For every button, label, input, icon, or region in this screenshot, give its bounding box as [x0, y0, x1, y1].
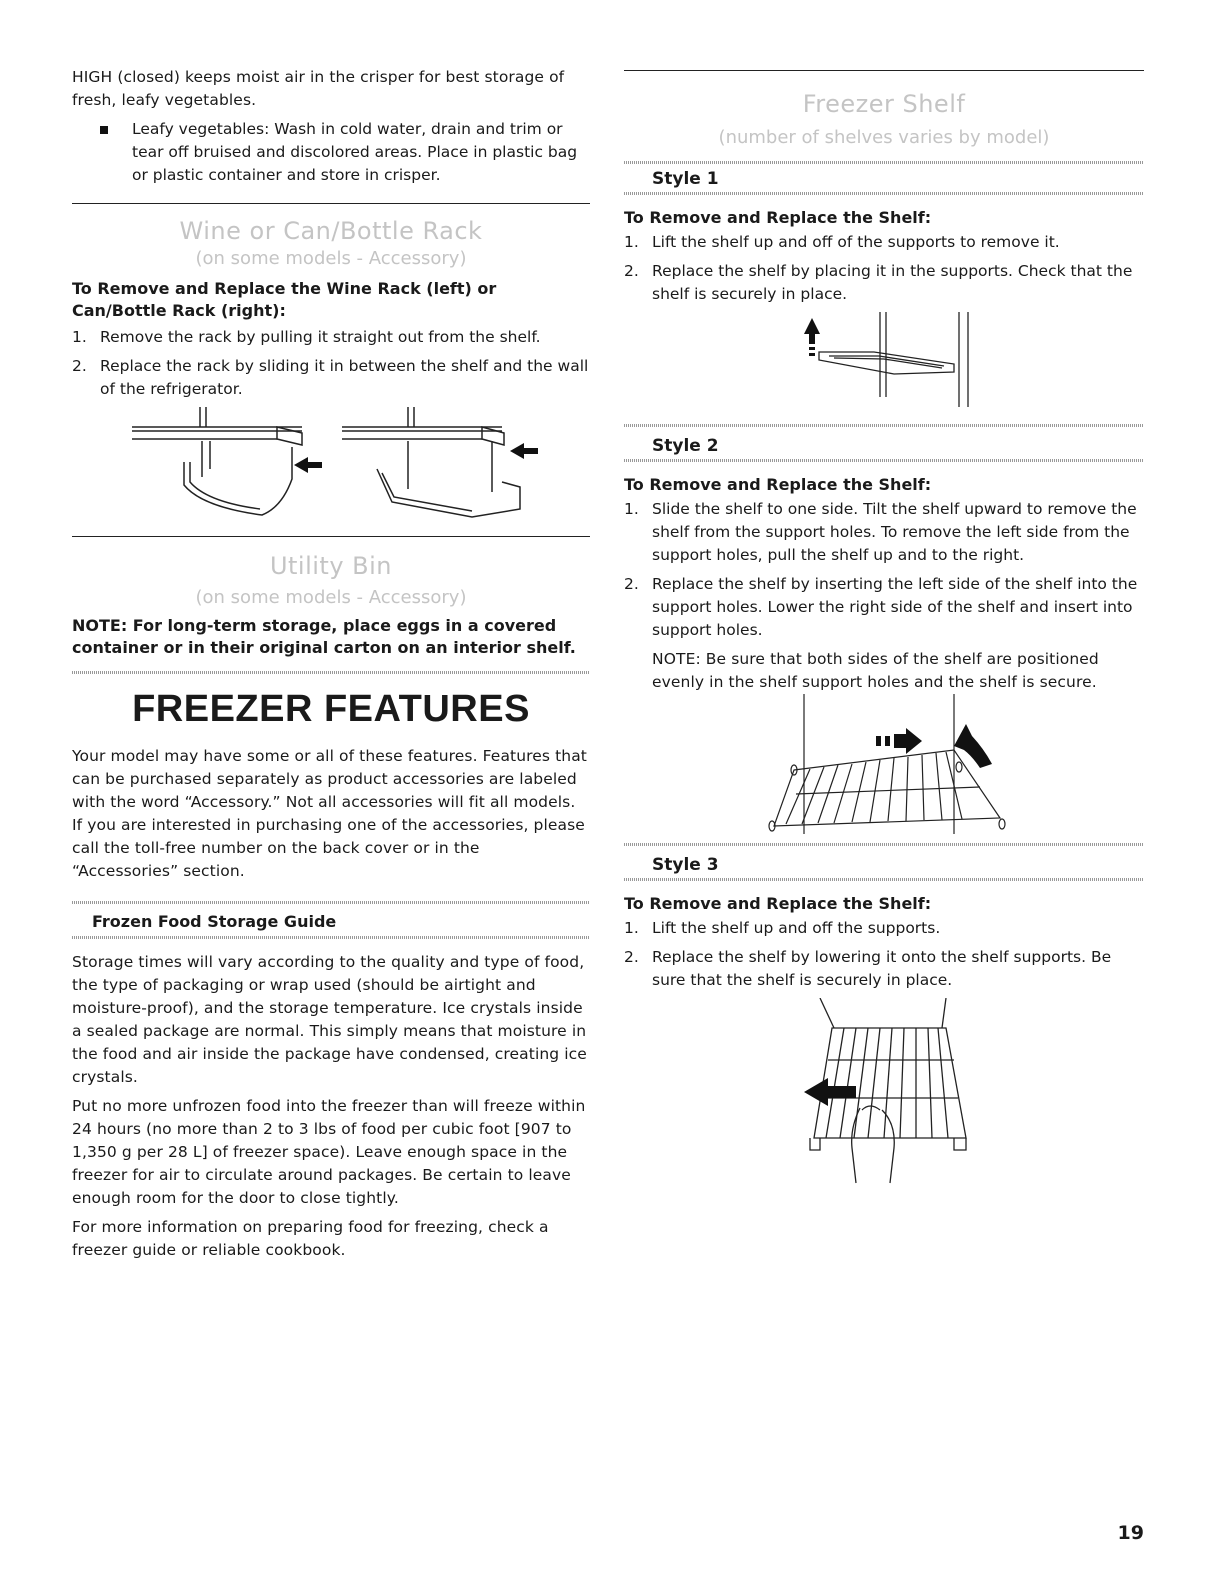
list-item: 2. Replace the shelf by placing it in the supports. Check that the shelf is securely in place.	[624, 262, 1133, 303]
frozen-food-guide-heading: Frozen Food Storage Guide	[92, 912, 337, 931]
page-number: 19	[1117, 1522, 1144, 1544]
left-column	[72, 66, 590, 1262]
list-item: 2. Replace the rack by sliding it in between the shelf and the wall of the refrigerator.	[72, 357, 589, 398]
style-3-steps	[624, 917, 1144, 992]
style-2-heading: To Remove and Replace the Shelf:	[624, 475, 932, 494]
bullet-square-icon	[100, 126, 108, 134]
dotted-divider	[72, 901, 590, 904]
utility-bin-note: NOTE: For long-term storage, place eggs in a covered container or in their original carton on an interior shelf.	[72, 616, 576, 657]
dotted-divider	[72, 671, 590, 674]
frozen-food-paragraph: Put no more unfrozen food into the freezer than will freeze within 24 hours (no more than 2 to 3 lbs of food per cubic foot [907 to 1,350 g per 28 L] of freezer space). Leave enough space in the freezer for air to circulate around packages. Be certain to leave enough room for the door to close tightly.	[72, 1097, 586, 1207]
dotted-divider	[624, 424, 1144, 427]
section-divider	[72, 203, 590, 204]
dotted-divider	[624, 161, 1144, 164]
list-item: 1. Lift the shelf up and off of the supports to remove it.	[624, 233, 1060, 251]
style-3-label: Style 3	[652, 855, 719, 875]
style-2-label: Style 2	[652, 436, 719, 456]
utility-bin-title: Utility Bin	[269, 552, 393, 580]
arrow-left-icon	[294, 443, 538, 473]
style-1-steps	[624, 231, 1144, 306]
style-2-shelf-illustration	[624, 694, 1144, 839]
bullet-text: Leafy vegetables: Wash in cold water, drain and trim or tear off bruised and discolored areas. Place in plastic bag or plastic container and store in crisper.	[132, 120, 578, 184]
list-item: 1. Slide the shelf to one side. Tilt the shelf upward to remove the shelf from the support holes. To remove the left side from the support holes, pull the shelf up and to the right.	[624, 500, 1137, 564]
list-item: 2. Replace the shelf by lowering it onto the shelf supports. Be sure that the shelf is securely in place.	[624, 948, 1112, 989]
freezer-features-title: FREEZER FEATURES	[132, 688, 530, 730]
wine-rack-subtitle: (on some models - Accessory)	[195, 248, 467, 269]
dotted-divider	[624, 192, 1144, 195]
style-2-steps	[624, 498, 1144, 642]
list-item: 1. Remove the rack by pulling it straight out from the shelf.	[72, 328, 541, 346]
wine-rack-steps	[72, 326, 590, 401]
crisper-intro-text: HIGH (closed) keeps moist air in the crisper for best storage of fresh, leafy vegetables.	[72, 68, 565, 109]
section-divider	[72, 536, 590, 537]
section-divider	[624, 70, 1144, 71]
freezer-features-text: Your model may have some or all of these features. Features that can be purchased separately as product accessories are labeled with the word “Accessory.” Not all accessories will fit all models. If you are interested in purchasing one of the accessories, please call the toll-free number on the back cover or in the “Accessories” section.	[72, 747, 587, 880]
wine-rack-title: Wine or Can/Bottle Rack	[179, 217, 483, 245]
dotted-divider	[72, 936, 590, 939]
dotted-divider	[624, 843, 1144, 846]
style-3-heading: To Remove and Replace the Shelf:	[624, 894, 932, 913]
style-1-heading: To Remove and Replace the Shelf:	[624, 208, 932, 227]
utility-bin-subtitle: (on some models - Accessory)	[195, 587, 467, 608]
leafy-vegetables-bullet	[72, 118, 590, 187]
frozen-food-paragraph: For more information on preparing food for freezing, check a freezer guide or reliable cookbook.	[72, 1218, 549, 1259]
style-1-shelf-illustration	[624, 312, 1144, 412]
dotted-divider	[624, 459, 1144, 462]
freezer-shelf-subtitle: (number of shelves varies by model)	[718, 127, 1050, 148]
wine-rack-illustration	[72, 407, 590, 532]
arrow-up-icon	[804, 318, 820, 356]
arrow-right-icon	[876, 728, 922, 754]
right-column	[624, 70, 1144, 1188]
list-item: 1. Lift the shelf up and off the supports.	[624, 919, 941, 937]
curved-arrow-up-icon	[954, 724, 992, 768]
freezer-shelf-title: Freezer Shelf	[802, 90, 966, 118]
style-1-label: Style 1	[652, 169, 719, 189]
frozen-food-paragraph: Storage times will vary according to the quality and type of food, the type of packaging or wrap used (should be airtight and moisture-proof), and the storage temperature. Ice crystals inside a sealed package are normal. This simply means that moisture in the food and air inside the package have condensed, creating ice crystals.	[72, 953, 587, 1086]
list-item: 2. Replace the shelf by inserting the left side of the shelf into the support holes. Lower the right side of the shelf and insert into support holes.	[624, 575, 1138, 639]
wine-rack-heading: To Remove and Replace the Wine Rack (left) or Can/Bottle Rack (right):	[72, 279, 497, 320]
dotted-divider	[624, 878, 1144, 881]
style-2-note: NOTE: Be sure that both sides of the shelf are positioned evenly in the shelf support holes and the shelf is secure.	[652, 650, 1099, 691]
style-3-shelf-illustration	[624, 998, 1144, 1188]
